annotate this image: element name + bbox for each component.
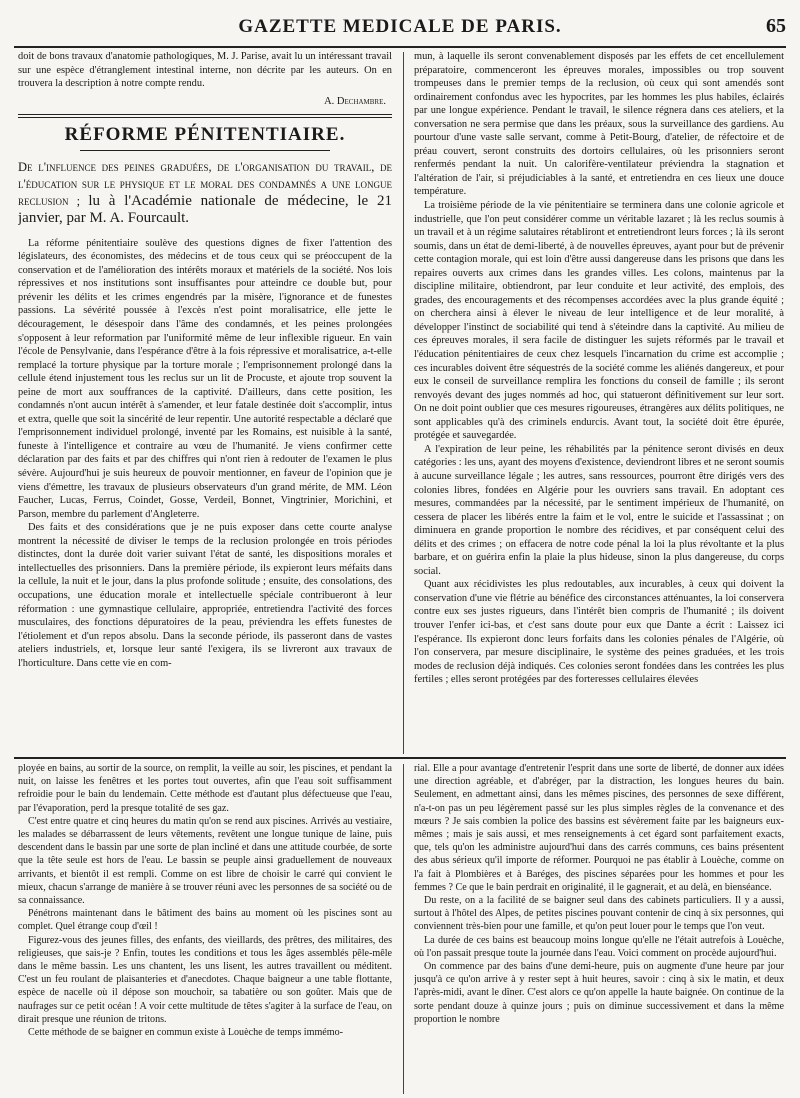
section-divider [18,114,392,118]
subtitle-rest: lu à l'Académie nationale de médecine, le 21 janvier, par M. A. Fourcault. [18,192,392,226]
paragraph: rial. Elle a pour avantage d'entretenir l'esprit dans une sorte de liberté, de donner aux idées une direction agréable, et d'abréger, par la distraction, les longues heures du bain. Seulement, en admettant ainsi, dans les mêmes piscines, des personnes de sexe différent, n'a-t-on pas un peu légèrement passé sur les plus simples règles de la convenance et des mœurs ? Je sais combien la police des bassins est sévèrement faite par les baigneurs eux-mêmes ; mais je sais aussi, et mes renseignements à cet égard sont parfaitement exacts, que, tels qu'on les administre aujourd'hui dans des carrés communs, ces bains présentent des abus sérieux qu'il importe de réformer. Pourquoi ne pas établir à Louèche, comme on l'a fait à Plombières et à Baréges, des piscines séparées pour les hommes et pour les femmes ? Ce que le bain perdrait en originalité, il le gagnerait, et au delà, en bienséance. [414,763,784,893]
paragraph: Figurez-vous des jeunes filles, des enfants, des vieillards, des prêtres, des militaires, des religieuses, que sais-je ? Enfin, toutes les conditions et tous les âges assemblés pêle-mêle dans le même bassin. Les uns chantent, les uns lisent, les autres travaillent ou méditent. C'est un feu roulant de plaisanteries et d'anecdotes. Chaque baigneur a une table flottante, espèce de nacelle où il dépose son mouchoir, sa tabatière ou son goûter. Mais que de naufrages sur ce petit océan ! A voir cette multitude de têtes s'agiter à la surface de l'eau, on dirait presque une réunion de tritons. [18,934,392,1025]
paragraph: Pénétrons maintenant dans le bâtiment des bains au moment où les piscines sont au complet. Quel étrange coup d'œil ! [18,908,392,933]
intro-paragraph: doit de bons travaux d'anatomie pathologiques, M. J. Parise, avait lu un intéressant travail sur une espèce d'étranglement intestinal interne, non décrite par les auteurs. On en trouvera la description à notre compte rendu. [18,51,392,90]
paragraph: Des faits et des considérations que je ne puis exposer dans cette courte analyse montrent la nécessité de diviser le temps de la reclusion prolongée en trois périodes distinctes, dont la durée doit varier suivant l'état de santé, les dispositions morales et intellectuelles des prisonniers. Dans la première période, ils expieront leurs méfaits dans la cellule, la nuit et le jour, dans la plus profonde solitude ; ensuite, des consolations, des occupations, une éducation morale et intellectuelle spéciale contribueront à leur réformation : une gymnastique cellulaire, appropriée, entretiendra l'activité des forces musculaires, des fonctions dépuratoires de la peau, préviendra les effets funestes de l'étiolement et d'un repos absolu. Dans la seconde période, ils passeront dans de vastes ateliers industriels, et, lorsque leur santé l'exigera, ils se livreront aux travaux de l'horticulture. Dans cette vie en com- [18,522,392,669]
page-header [14,12,786,48]
author-signature: A. Dechambre. [324,95,386,107]
column-bottom-right [414,762,784,1092]
paragraph: ployée en bains, au sortir de la source, on remplit, la veille au soir, les piscines, et pendant la nuit, on laisse les fenêtres et les portes tout ouvertes, afin que l'eau soit suffisamment refroidie pour le bain du lendemain. Cette méthode est d'autant plus défectueuse que l'eau, par l'évaporation, perd la presque totalité de ses gaz. [18,763,392,814]
paragraph: La durée de ces bains est beaucoup moins longue qu'elle ne l'était autrefois à Louèche, où l'on passait presque toute la journée dans l'eau. Voici comment on procède aujourd'hui. [414,934,784,959]
paragraph: mun, à laquelle ils seront convenablement disposés par les effets de cet encellulement préparatoire, commenceront les épreuves morales, impossibles ou trop souvent trompeuses dans le premier temps de la reclusion, où ceux qui sont amendés sont ordinairement confondus avec les hypocrites, par les hommes les plus habiles, éclairés par une longue expérience. Pendant le travail, le silence régnera dans ces ateliers, et la conversation ne sera permise que dans les préaux, sous la surveillance des gardiens. Au pourtour d'une vaste salle servant, comme à Petit-Bourg, d'atelier, de réfectoire et de préau couvert, seront construits des dortoirs cellulaires, où les prisonniers seront renfermés pendant la nuit. Un calorifère-ventilateur préviendra la stagnation et l'altération de l'air, si préjudiciables à la santé, et entretiendra en ces lieux une douce température. [414,51,784,198]
paragraph: C'est entre quatre et cinq heures du matin qu'on se rend aux piscines. Arrivés au vestiaire, les malades se débarrassent de leurs vêtements, revêtent une longue tunique de laine, puis descendent dans le bassin par une sorte de plan incliné et dans une attitude courbée, de sorte que la tête seule est hors de l'eau. Le bassin se peuple ainsi graduellement de nouveaux arrivants, et bientôt il est rempli. Comme on est libre de choisir le carré qui convient le mieux, chacun s'arrange de manière à se trouver réuni avec les personnes de sa société ou de sa connaissance. [18,815,392,907]
column-top-left [18,50,392,756]
column-bottom-left [18,762,392,1092]
paragraph: A l'expiration de leur peine, les réhabilités par la pénitence seront divisés en deux catégories : les uns, ayant des moyens d'existence, deviendront libres et ne seront soumis à aucune surveillance légale ; les autres, sans ressources, pourront être dirigés vers des colonies libres, fondées en Algérie pour les ouvriers sans travail. En adoptant ces mesures, commandées par la nécessité, par le sentiment impérieux de l'humanité, on cessera de placer les libérés entre la faim et le vol, entre le suicide et l'assassinat ; on diminuera en grande proportion le nombre des récidives, et par conséquent celui des délits et des crimes ; on effacera de notre code pénal la loi la plus révoltante et la plus barbare, et on guérira enfin la plaie la plus hideuse, sinon la plus dangereuse, du corps social. [414,443,784,577]
subtitle-smallcaps: De l'influence des peines graduées, de l'organisation du travail, de l'éducation sur le physique et le moral des condamnés a une longue reclusion ; [18,159,392,208]
article-title: RÉFORME PÉNITENTIAIRE. [64,124,346,146]
paragraph: La troisième période de la vie pénitentiaire se terminera dans une colonie agricole et industrielle, que l'on peut considérer comme un véritable lazaret ; là les reclus soumis à un travail et à un régime salutaires rétabliront et entretiendront leurs forces ; là ils seront soumis, dans un état de demi-liberté, à de nouvelles épreuves, ayant pour but de prévenir cette contagion morale, qui est loin d'être aussi dangereuse dans les prisons que dans les repaires ouverts aux crimes dans les grandes villes. Les colons, maintenus par la discipline militaire, obtiendront, par leur conduite et leur activité, des emplois, des grades, des encouragements et des récompenses accordées avec la plus grande équité ; on cherchera ainsi à élever le niveau de leur intelligence et de leur moralité, à développer l'instinct de sociabilité qui tend à s'éteindre dans la captivité. Au milieu de ces épreuves morales, il sera facile de distinguer les sujets réformés par le travail et l'éducation pénitentiaires de ceux chez lesquels l'incarnation du crime est accomplie ; ces incurables doivent être séquestrés de la société comme les aliénés dangereux, et pour eux le conseil de surveillance remplira les fonctions du conseil de famille ; ils seront renvoyés devant des juges nommés ad hoc, qui statueront définitivement sur leur sort. On ne doit point oublier que ces mesures rigoureuses, étrangères aux délits politiques, ne sont applicables qu'à des criminels endurcis. Avant tout, la société doit être épurée, protégée et sauvegardée. [414,200,784,442]
column-divider [403,52,404,754]
column-top-right [414,50,784,756]
paragraph: Quant aux récidivistes les plus redoutables, aux incurables, à ceux qui doivent la conservation d'une vie flétrie au bénéfice des circonstances atténuantes, la loi conservera contre eux ses justes rigueurs, dans l'intérêt bien compris de l'humanité ; ils doivent trouver l'enfer ici-bas, et c'est sans doute pour eux que Dante a écrit : Laissez ici l'espérance. Ils expieront donc leurs forfaits dans les colonies pénales de l'Algérie, où l'on conservera, par mesure disciplinaire, le système des peines graduées, et les trois modes de reclusion déjà indiqués. Ces colonies seront fondées dans les contrées les plus fertiles ; elles seront protégées par des forteresses cellulaires élevées [414,579,784,686]
paragraph: Du reste, on a la facilité de se baigner seul dans des cabinets particuliers. Il y a aussi, surtout à l'hôtel des Alpes, de petites piscines pouvant contenir de cinq à six personnes, qui conviennent très-bien pour une famille, et qu'on peut louer pour le temps que l'on veut. [414,895,784,933]
running-head: GAZETTE MEDICALE DE PARIS. [238,16,562,37]
feuilleton-divider [14,757,786,759]
page-number: 65 [766,15,786,37]
paragraph: La réforme pénitentiaire soulève des questions dignes de fixer l'attention des législateurs, des économistes, des médecins et de tous ceux qui se préoccupent de la conservation et de l'amélioration des intérêts moraux et matériels de la société. Nos lois répressives et nos institutions sont insuffisantes pour atteindre ce double but, pour prévenir les délits et les crimes engendrés par la misère, l'ignorance et de funestes passions. La sévérité poussée à l'excès n'est point moralisatrice, elle jette le découragement, le désespoir dans l'âme des condamnés, et les peines prolongées s'opposent à leur reformation par l'uniformité même de leur inflexible rigueur. En vain l'école de Pensylvanie, dans l'espérance d'être à la fois répressive et moralisatrice, a-t-elle remplacé la torture physique par la torture morale ; l'emprisonnement prolongé dans la cellule étend injustement tous les reclus sur un lit de Procuste, et ajoute trop souvent la peine de mort aux souffrances de la captivité. D'ailleurs, dans cette position, les condamnés n'ont aucun intérêt à s'amender, et leur fatale destinée doit s'accomplir, intus et extra, quelle que soit la sincérité de leur repentir. Une autorité respectable a déclaré que l'emprisonnement individuel prolongé, inventé par les Romains, est nuisible à la santé, funeste à l'intelligence et contraire au vœu de l'humanité. Je viens confirmer cette déclaration par des faits et par des chiffres qui n'ont rien à redouter de l'examen le plus sévère. Aujourd'hui je suis heureux de pouvoir mentionner, en faveur de l'opinion que je viens d'émettre, les travaux de plusieurs observateurs d'un grand mérite, de MM. Léon Faucher, Lucas, Ferrus, Coindet, Gosse, Verdeil, Bonnet, Vingtrinier, Morichini, et Parson, membre du parlement d'Angleterre. [18,237,392,520]
paragraph: On commence par des bains d'une demi-heure, puis on augmente d'une heure par jour jusqu'à ce qu'on arrive à y rester sept à huit heures, savoir : cinq à six le matin, et deux l'après-midi, avant le dîner. C'est alors ce qu'on appelle la haute baignée. On continue de la sorte pendant douze à quinze jours ; puis on diminue successivement et dans la même proportion le nombre [414,961,784,1025]
column-divider [403,764,404,1094]
paragraph: Cette méthode de se baigner en commun existe à Louèche de temps immémo- [28,1027,344,1039]
title-underline [80,150,330,151]
article-subtitle [18,159,392,227]
